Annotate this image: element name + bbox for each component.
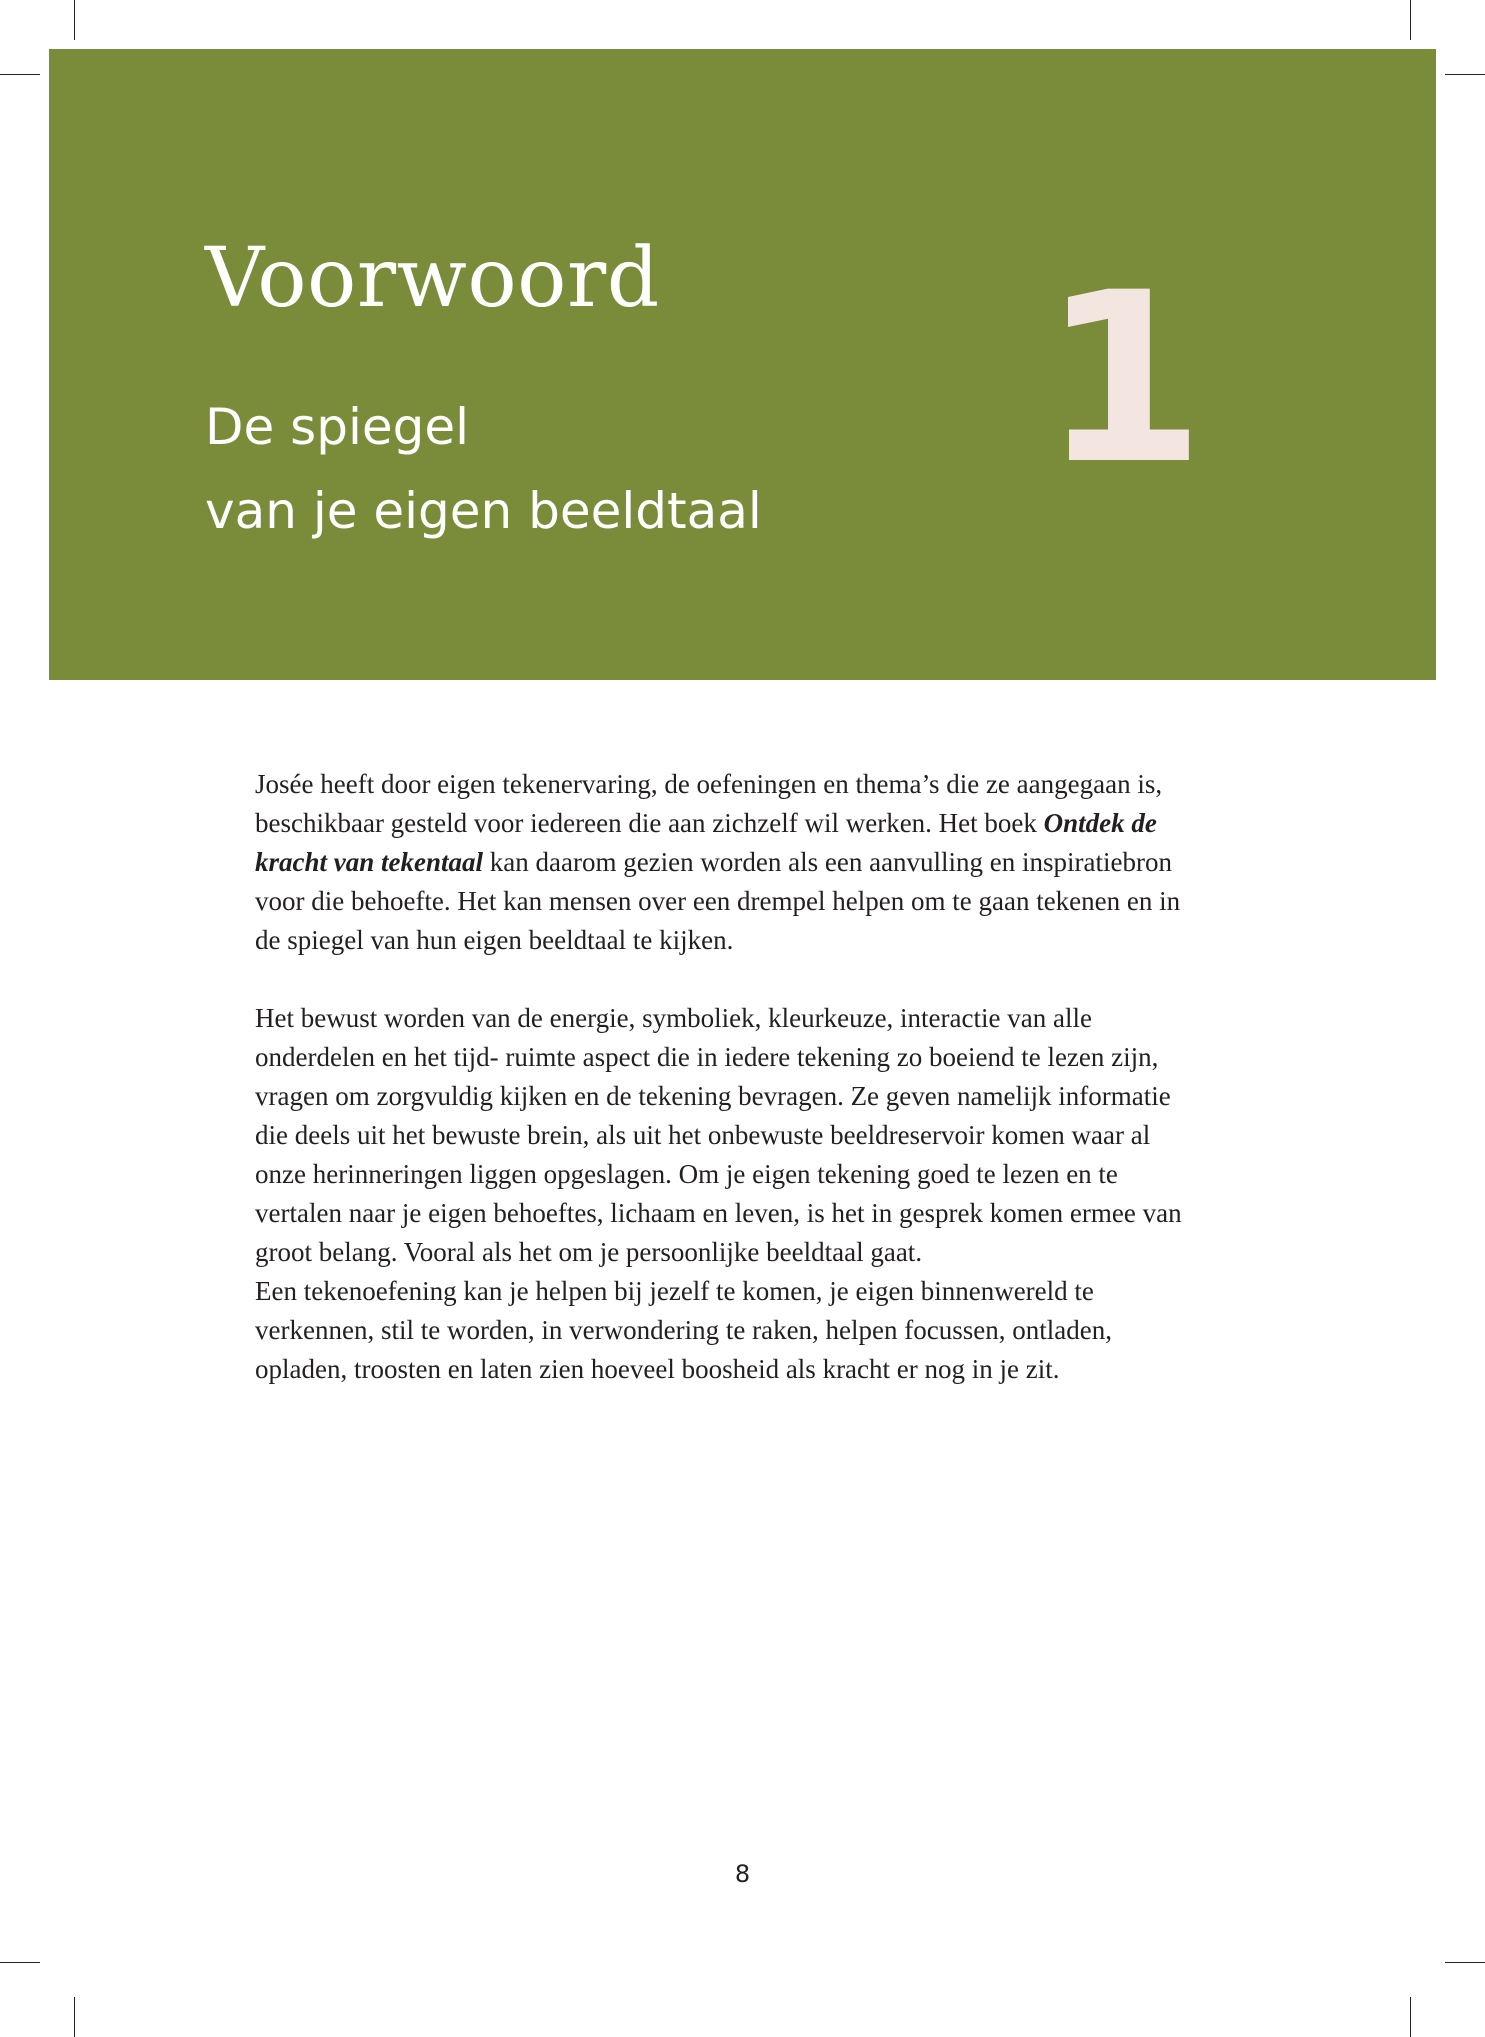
subtitle-line: van je eigen beeldtaal (205, 482, 762, 540)
chapter-subtitle (205, 385, 762, 553)
paragraph: Het bewust worden van de energie, symboliek, kleurkeuze, interactie van alle onderdelen en het tijd- ruimte aspect die in iedere tekening zo boeiend te lezen zijn, vragen om zorgvuldig kijken en de tekening bevragen. Ze geven namelijk informatie die deels uit het bewuste brein, als uit het onbewuste beeldreservoir komen waar al onze herinneringen liggen opgeslagen. Om je eigen tekening goed te lezen en te vertalen naar je eigen behoeftes, lichaam en leven, is het in gesprek komen ermee van groot belang. Vooral als het om je persoonlijke beeldtaal gaat. (255, 1003, 1182, 1267)
subtitle-line: De spiegel (205, 398, 469, 456)
chapter-banner (49, 49, 1436, 680)
crop-mark (74, 1997, 75, 2037)
book-title: Ontdek de kracht van tekentaal (255, 808, 1157, 877)
paragraph-text: kan daarom gezien worden als een aanvulling en inspiratiebron voor die behoefte. Het kan mensen over een drempel helpen om te gaan tekenen en in de spiegel van hun eigen beeldtaal te kijken. (255, 847, 1181, 955)
chapter-title: Voorwoord (205, 231, 660, 326)
crop-mark (1410, 0, 1411, 40)
paragraph: Een tekenoefening kan je helpen bij jezelf te komen, je eigen binnenwereld te verkennen, stil te worden, in verwondering te raken, helpen focussen, ontladen, opladen, troosten en laten zien hoeveel boosheid als kracht er nog in je zit. (255, 1276, 1112, 1384)
paragraph-text: Josée heeft door eigen tekenervaring, de oefeningen en thema’s die ze aangegaan is, beschikbaar gesteld voor iedereen die aan zichzelf wil werken. Het boek (255, 769, 1163, 838)
crop-mark (1445, 1962, 1485, 1963)
crop-mark (1410, 1997, 1411, 2037)
page-number: 8 (734, 1860, 751, 1888)
crop-mark (0, 1962, 40, 1963)
crop-mark (0, 74, 40, 75)
chapter-number: 1 (1041, 243, 1205, 516)
crop-mark (74, 0, 75, 40)
paragraph (255, 765, 1185, 960)
body-text (255, 765, 1185, 1389)
crop-mark (1445, 74, 1485, 75)
